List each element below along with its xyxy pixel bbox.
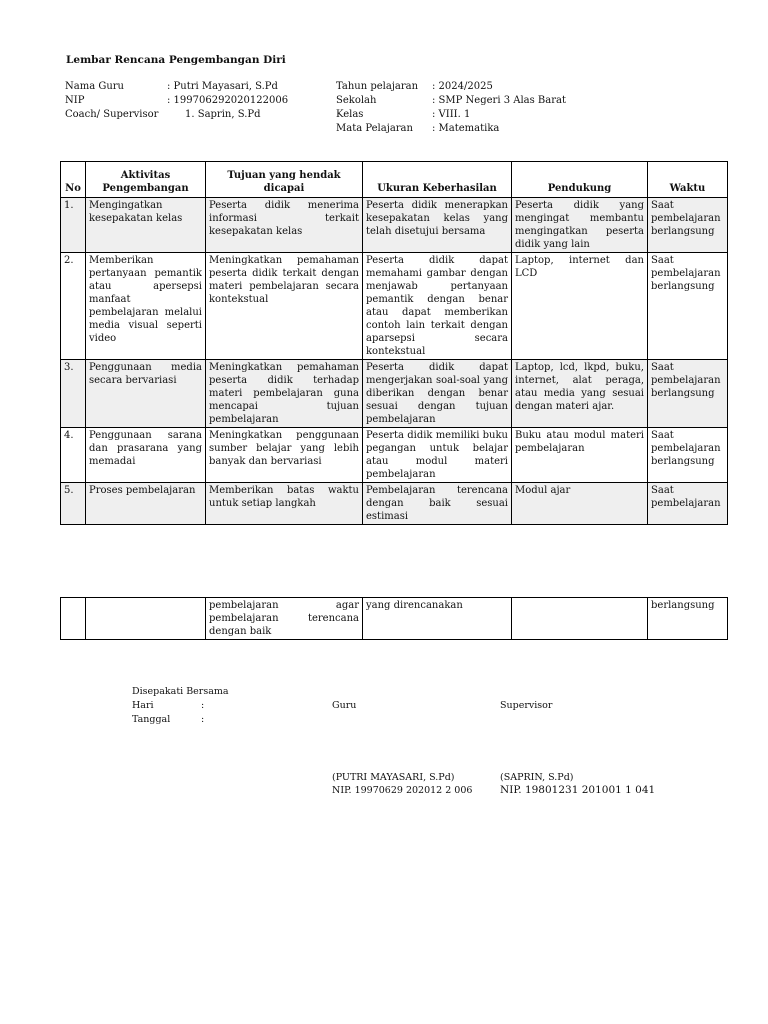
guru-nip: NIP. 19970629 202012 2 006 xyxy=(332,785,473,796)
cell-activity: Penggunaan media secara bervariasi xyxy=(86,360,206,428)
info-value: : 2024/2025 xyxy=(432,81,493,92)
info-right xyxy=(336,80,566,136)
info-label: Tahun pelajaran xyxy=(336,81,419,92)
cell-activity: Penggunaan sarana dan prasarana yang memadai xyxy=(86,428,206,483)
info-label: Coach/ Supervisor xyxy=(65,109,159,120)
info-row-subject xyxy=(336,122,566,136)
document-title: Lembar Rencana Pengembangan Diri xyxy=(66,54,286,66)
cell-success-measure: Peserta didik menerapkan kesepakatan kelas yang telah disetujui bersama xyxy=(363,198,512,253)
table-row xyxy=(61,598,728,640)
table-row xyxy=(61,253,728,360)
header-no: No xyxy=(61,162,86,198)
cell-success-measure: Peserta didik dapat memahami gambar dengan menjawab pertanyaan pemantik dengan benar atau dapat memberikan contoh lain terkait dengan aparsepsi secara kontekstual xyxy=(363,253,512,360)
cell-time: Saat pembelajaran berlangsung xyxy=(648,198,728,253)
cell-goal: Memberikan batas waktu untuk setiap langkah xyxy=(206,483,363,525)
cell-activity xyxy=(86,598,206,640)
supervisor-name: (SAPRIN, S.Pd) xyxy=(500,772,574,783)
agreed-label: Disepakati Bersama xyxy=(132,686,229,697)
date-colon: : xyxy=(201,714,205,725)
cell-support: Peserta didik yang mengingat membantu mengingatkan peserta didik yang lain xyxy=(512,198,648,253)
table-row xyxy=(61,483,728,525)
header-support: Pendukung xyxy=(512,162,648,198)
table-row xyxy=(61,360,728,428)
cell-goal: Meningkatkan pemahaman peserta didik terhadap materi pembelajaran guna mencapai tujuan pembelajaran xyxy=(206,360,363,428)
cell-time: Saat pembelajaran xyxy=(648,483,728,525)
cell-support xyxy=(512,598,648,640)
supervisor-nip: NIP. 19801231 201001 1 041 xyxy=(500,784,656,796)
cell-support: Buku atau modul materi pembelajaran xyxy=(512,428,648,483)
table-header-row xyxy=(61,162,728,198)
info-label: Kelas xyxy=(336,109,364,120)
cell-support: Laptop, lcd, lkpd, buku, internet, alat peraga, atau media yang sesuai dengan materi ajar. xyxy=(512,360,648,428)
cell-success-measure: Pembelajaran terencana dengan baik sesuai estimasi xyxy=(363,483,512,525)
header-activity: Aktivitas Pengembangan xyxy=(86,162,206,198)
development-plan-table xyxy=(60,161,728,525)
date-label: Tanggal xyxy=(132,714,171,725)
guru-name: (PUTRI MAYASARI, S.Pd) xyxy=(332,772,455,783)
info-row-supervisor xyxy=(65,108,288,122)
info-row-school xyxy=(336,94,566,108)
info-value: : VIII. 1 xyxy=(432,109,471,120)
info-row-nip xyxy=(65,94,288,108)
cell-goal: Peserta didik menerima informasi terkait kesepakatan kelas xyxy=(206,198,363,253)
info-value: : SMP Negeri 3 Alas Barat xyxy=(432,95,566,106)
cell-no: 5. xyxy=(61,483,86,525)
cell-no xyxy=(61,598,86,640)
header-goal: Tujuan yang hendak dicapai xyxy=(206,162,363,198)
info-row-class xyxy=(336,108,566,122)
info-row-teacher xyxy=(65,80,288,94)
info-label: NIP xyxy=(65,95,85,106)
cell-time: berlangsung xyxy=(648,598,728,640)
info-value: : Matematika xyxy=(432,123,500,134)
cell-support: Modul ajar xyxy=(512,483,648,525)
cell-goal: Meningkatkan pemahaman peserta didik terkait dengan materi pembelajaran secara kontekstual xyxy=(206,253,363,360)
info-value: 1. Saprin, S.Pd xyxy=(185,109,261,120)
info-label: Mata Pelajaran xyxy=(336,123,413,134)
info-left xyxy=(65,80,288,122)
cell-no: 2. xyxy=(61,253,86,360)
info-label: Sekolah xyxy=(336,95,377,106)
table-row xyxy=(61,198,728,253)
info-value: : Putri Mayasari, S.Pd xyxy=(167,81,278,92)
day-label: Hari xyxy=(132,700,154,711)
cell-no: 4. xyxy=(61,428,86,483)
cell-no: 1. xyxy=(61,198,86,253)
info-label: Nama Guru xyxy=(65,81,124,92)
cell-activity: Mengingatkan kesepakatan kelas xyxy=(86,198,206,253)
cell-no: 3. xyxy=(61,360,86,428)
cell-activity: Memberikan pertanyaan pemantik atau apersepsi manfaat pembelajaran melalui media visual seperti video xyxy=(86,253,206,360)
cell-success-measure: Peserta didik dapat mengerjakan soal-soal yang diberikan dengan benar sesuai dengan tujuan pembelajaran xyxy=(363,360,512,428)
header-success-measure: Ukuran Keberhasilan xyxy=(363,162,512,198)
guru-label: Guru xyxy=(332,700,357,711)
continuation-table xyxy=(60,597,728,640)
cell-goal: Meningkatkan penggunaan sumber belajar yang lebih banyak dan bervariasi xyxy=(206,428,363,483)
cell-time: Saat pembelajaran berlangsung xyxy=(648,428,728,483)
supervisor-label: Supervisor xyxy=(500,700,553,711)
info-value: : 199706292020122006 xyxy=(167,95,289,106)
header-time: Waktu xyxy=(648,162,728,198)
cell-support: Laptop, internet dan LCD xyxy=(512,253,648,360)
info-row-year xyxy=(336,80,566,94)
cell-success-measure: yang direncanakan xyxy=(363,598,512,640)
day-colon: : xyxy=(201,700,205,711)
cell-time: Saat pembelajaran berlangsung xyxy=(648,253,728,360)
cell-success-measure: Peserta didik memiliki buku pegangan untuk belajar atau modul materi pembelajaran xyxy=(363,428,512,483)
cell-time: Saat pembelajaran berlangsung xyxy=(648,360,728,428)
table-row xyxy=(61,428,728,483)
cell-goal: pembelajaran agar pembelajaran terencana dengan baik xyxy=(206,598,363,640)
cell-activity: Proses pembelajaran xyxy=(86,483,206,525)
